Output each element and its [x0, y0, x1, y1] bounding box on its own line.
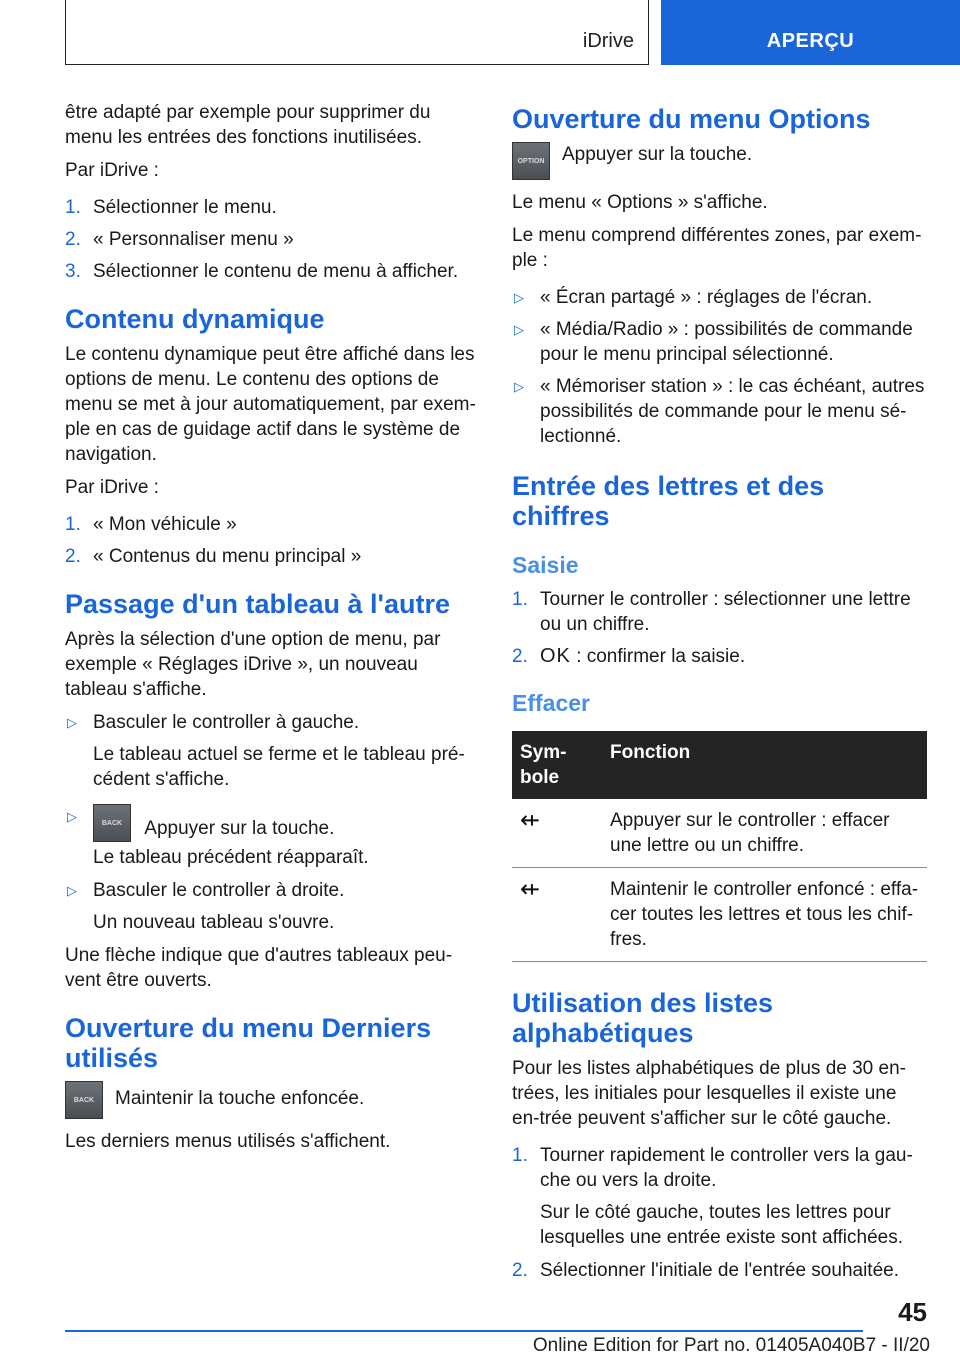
- bullet-text: « Média/Radio » : possibilités de commande pour le menu principal sélectionné.: [540, 319, 913, 365]
- step-text: : confirmer la saisie.: [576, 646, 746, 667]
- step-text: « Mon véhicule »: [93, 514, 237, 535]
- option-key-icon: [512, 142, 550, 180]
- step-number: 2.: [65, 546, 81, 567]
- bullet-item: [65, 710, 480, 735]
- table-header-row: [512, 731, 927, 799]
- bullet-item: [512, 374, 927, 449]
- step-number: 1.: [65, 514, 81, 535]
- dynamic-text: Le contenu dynamique peut être affiché dans les options de menu. Le contenu des options de menu se met à jour automatiquement, par exem‐ple en cas de guidage actif dans le système de navigation.: [65, 344, 476, 465]
- step-sub-text: Sur le côté gauche, toutes les lettres pour lesquelles une entrée existe sont affichées.: [540, 1202, 903, 1248]
- bullet-text: « Mémoriser station » : le cas échéant, autres possibilités de commande pour le menu sé‐lectionné.: [540, 376, 925, 447]
- options-p2: Le menu comprend différentes zones, par exem‐ple :: [512, 225, 922, 271]
- header-section: iDrive: [582, 30, 634, 52]
- footer-edition: Online Edition for Part no. 01405A040B7 - II/20: [532, 1335, 930, 1356]
- back-key-icon: [65, 1081, 103, 1119]
- bullet-text: « Écran partagé » : réglages de l'écran.: [540, 287, 873, 308]
- bullet-item: [512, 285, 927, 310]
- back-key-label: BACK: [73, 1097, 95, 1104]
- step-number: 2.: [512, 1260, 528, 1281]
- par-idrive-2: Par iDrive :: [65, 477, 159, 498]
- list-item: [512, 644, 927, 669]
- left-column: [65, 100, 480, 1162]
- triangle-bullet-icon: ▷: [67, 715, 77, 730]
- heading-entry: Entrée des lettres et des chiffres: [512, 471, 825, 531]
- list-item: [512, 1258, 927, 1283]
- heading-passage: Passage d'un tableau à l'autre: [65, 589, 450, 619]
- table-cell-function: Appuyer sur le controller : effacer une lettre ou un chiffre.: [602, 799, 927, 868]
- recent-key-text: Maintenir la touche enfoncée.: [115, 1088, 365, 1109]
- recent-key-row: [65, 1081, 480, 1119]
- triangle-bullet-icon: ▷: [514, 379, 524, 394]
- step-text: « Personnaliser menu »: [93, 229, 294, 250]
- step-text: Sélectionner le contenu de menu à afficher.: [93, 261, 459, 282]
- heading-lists: Utilisation des listes alphabétiques: [512, 988, 774, 1048]
- list-item: [65, 195, 480, 220]
- step-text: Tourner le controller : sélectionner une lettre ou un chiffre.: [540, 589, 911, 635]
- table-header-function: Fonction: [602, 731, 927, 799]
- bullet-sub-text: Le tableau actuel se ferme et le tableau pré‐cédent s'affiche.: [93, 744, 465, 790]
- step-number: 2.: [512, 646, 528, 667]
- options-key-row: [512, 142, 927, 180]
- table-row: [512, 868, 927, 962]
- list-item: [512, 1143, 927, 1193]
- step-number: 1.: [65, 197, 81, 218]
- step-number: 1.: [512, 1145, 528, 1166]
- delete-symbol-icon: ⇷: [512, 868, 602, 962]
- intro-text: être adapté par exemple pour supprimer du menu les entrées des fonctions inutilisées.: [65, 102, 431, 148]
- header-chapter-box: [661, 0, 960, 65]
- step-text: Tourner rapidement le controller vers la gau‐che ou vers la droite.: [540, 1145, 913, 1191]
- step-number: 1.: [512, 589, 528, 610]
- steps-list-1: [65, 195, 480, 284]
- bullet-text: Basculer le controller à gauche.: [93, 712, 360, 733]
- steps-list-2: [65, 512, 480, 569]
- list-item: [65, 227, 480, 252]
- list-item: [65, 512, 480, 537]
- bullet-text: Appuyer sur la touche.: [144, 818, 335, 839]
- arrow-text: Une flèche indique que d'autres tableaux peu‐vent être ouverts.: [65, 945, 453, 991]
- back-key-icon: [93, 804, 131, 842]
- passage-text: Après la sélection d'une option de menu, par exemple « Réglages iDrive », un nouveau tableau s'affiche.: [65, 629, 441, 700]
- heading-dynamic: Contenu dynamique: [65, 304, 325, 334]
- bullet-item: [65, 804, 480, 842]
- list-item: [65, 259, 480, 284]
- page-number: 45: [898, 1297, 927, 1327]
- bullet-text: Basculer le controller à droite.: [93, 880, 345, 901]
- heading-saisie: Saisie: [512, 552, 579, 578]
- list-item: [512, 587, 927, 637]
- bullet-sub-text: Le tableau précédent réapparaît.: [93, 847, 369, 868]
- ok-icon: OK: [540, 645, 571, 667]
- options-p1: Le menu « Options » s'affiche.: [512, 192, 768, 213]
- step-text: Sélectionner le menu.: [93, 197, 277, 218]
- options-key-text: Appuyer sur la touche.: [562, 144, 753, 165]
- back-key-label: BACK: [101, 820, 123, 827]
- delete-symbol-icon: ⇷: [512, 799, 602, 868]
- step-text: Sélectionner l'initiale de l'entrée souhaitée.: [540, 1260, 899, 1281]
- step-number: 3.: [65, 261, 81, 282]
- par-idrive-1: Par iDrive :: [65, 160, 159, 181]
- bullet-item: [65, 878, 480, 903]
- table-row: [512, 799, 927, 868]
- recent-text: Les derniers menus utilisés s'affichent.: [65, 1131, 391, 1152]
- list-item: [65, 544, 480, 569]
- header-chapter: APERÇU: [766, 30, 855, 52]
- triangle-bullet-icon: ▷: [67, 883, 77, 898]
- triangle-bullet-icon: ▷: [67, 809, 77, 824]
- heading-options: Ouverture du menu Options: [512, 104, 871, 134]
- bullet-item: [512, 317, 927, 367]
- triangle-bullet-icon: ▷: [514, 322, 524, 337]
- right-column: [512, 100, 927, 1290]
- delete-table: [512, 731, 927, 962]
- step-text: « Contenus du menu principal »: [93, 546, 362, 567]
- heading-recent: Ouverture du menu Derniers utilisés: [65, 1013, 432, 1073]
- triangle-bullet-icon: ▷: [514, 290, 524, 305]
- table-cell-function: Maintenir le controller enfoncé : effa‐cer toutes les lettres et tous les chif‐fres.: [602, 868, 927, 962]
- lists-text: Pour les listes alphabétiques de plus de 30 en‐trées, les initiales pour lesquelles il existe une en‐trée peuvent s'afficher sur le côté gauche.: [512, 1058, 906, 1129]
- bullet-sub-text: Un nouveau tableau s'ouvre.: [93, 912, 335, 933]
- heading-effacer: Effacer: [512, 690, 590, 716]
- step-number: 2.: [65, 229, 81, 250]
- footer-divider: [65, 1330, 863, 1332]
- option-key-label: OPTION: [517, 158, 545, 165]
- table-header-symbol: Sym‐bole: [512, 731, 602, 799]
- header-section-box: [65, 0, 649, 65]
